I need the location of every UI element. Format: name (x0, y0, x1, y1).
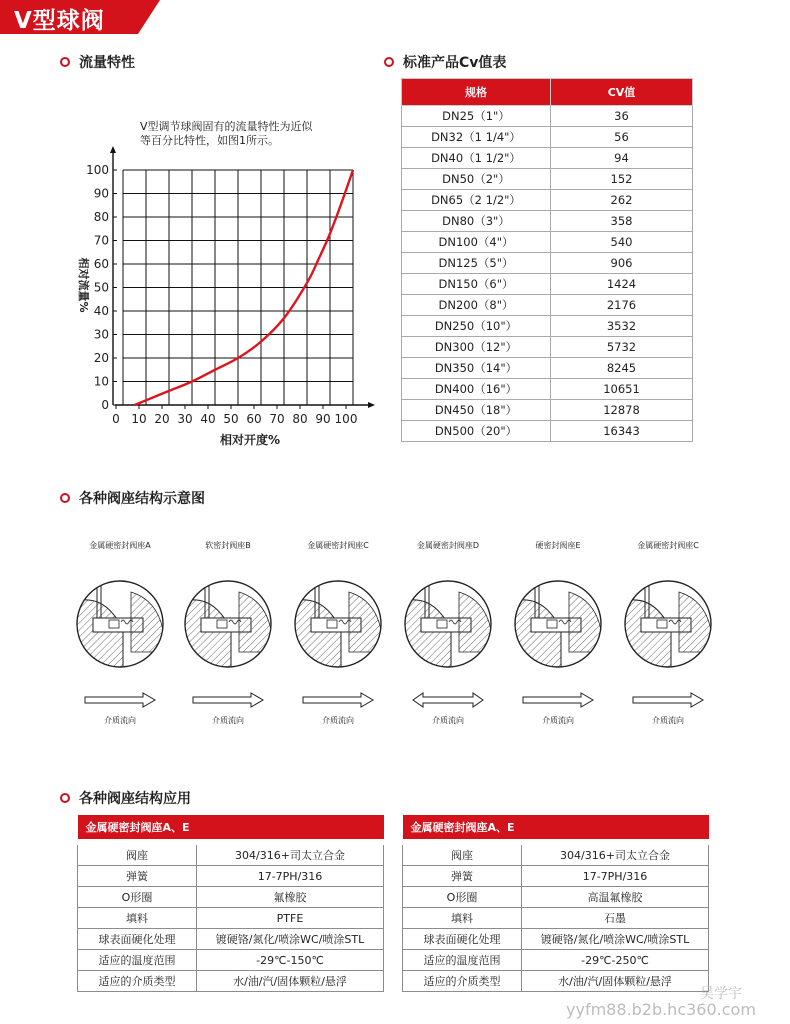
cv-cell-spec: DN150（6"） (402, 274, 551, 295)
app-cell-value: -29℃-250℃ (522, 950, 709, 971)
x-tick-label: 30 (177, 412, 193, 426)
seat-diagram (393, 540, 503, 730)
arrow-right-icon (173, 690, 283, 710)
cv-cell-value: 12878 (551, 400, 693, 421)
cv-table (401, 78, 693, 442)
cv-cell-value: 358 (551, 211, 693, 232)
cv-cell-value: 540 (551, 232, 693, 253)
cv-cell-value: 3532 (551, 316, 693, 337)
app-cell-property: O形圈 (403, 887, 522, 908)
bullet-icon (60, 57, 70, 67)
seat-diagram (613, 540, 723, 730)
cv-cell-spec: DN250（10"） (402, 316, 551, 337)
section-cv-title: 标准产品Cv值表 (384, 52, 506, 72)
chart-ticks (86, 163, 357, 426)
seat-section-drawing (393, 552, 503, 712)
cv-cell-spec: DN300（12"） (402, 337, 551, 358)
arrow-right-icon (613, 690, 723, 710)
app-cell-value: 17-7PH/316 (197, 866, 384, 887)
y-tick-label: 0 (101, 398, 109, 412)
table-row (402, 316, 693, 337)
seat-diagram (283, 540, 393, 730)
seat-section-drawing (283, 552, 393, 712)
cv-cell-value: 8245 (551, 358, 693, 379)
y-tick-label: 20 (93, 351, 109, 365)
app-cell-value: 304/316+司太立合金 (522, 842, 709, 866)
seat-label: 硬密封阀座E (535, 541, 581, 550)
seat-section-drawing (503, 552, 613, 712)
flow-direction-label: 介质流向 (542, 716, 574, 725)
table-row (402, 211, 693, 232)
app-table-title: 金属硬密封阀座A、E (403, 815, 709, 842)
cv-table-header-row (402, 79, 693, 106)
cv-cell-value: 10651 (551, 379, 693, 400)
table-row (402, 400, 693, 421)
table-row (403, 866, 709, 887)
y-axis-arrow-icon (110, 146, 116, 153)
app-cell-value: -29℃-150℃ (197, 950, 384, 971)
table-row (402, 421, 693, 442)
x-tick-label: 40 (200, 412, 216, 426)
table-row (402, 127, 693, 148)
app-cell-property: 填料 (403, 908, 522, 929)
y-tick-label: 90 (93, 186, 109, 201)
flow-direction-label: 介质流向 (652, 716, 684, 725)
app-cell-value: 氟橡胶 (197, 887, 384, 908)
y-tick-label: 100 (86, 163, 109, 177)
app-cell-value: 石墨 (522, 908, 709, 929)
arrow-right-icon (283, 690, 393, 710)
table-row (402, 190, 693, 211)
arrow-right-icon (65, 690, 175, 710)
table-row (402, 337, 693, 358)
seat-label: 金属硬密封阀座C (637, 541, 699, 550)
app-cell-property: 适应的温度范围 (78, 950, 197, 971)
cv-cell-spec: DN50（2"） (402, 169, 551, 190)
app-cell-value: 镀硬铬/氮化/喷涂WC/喷涂STL (197, 929, 384, 950)
cv-cell-spec: DN65（2 1/2"） (402, 190, 551, 211)
table-row (402, 253, 693, 274)
app-cell-value: 17-7PH/316 (522, 866, 709, 887)
x-axis-arrow-icon (368, 402, 375, 408)
table-row (78, 929, 384, 950)
page-title: V型球阀 (14, 8, 105, 34)
y-tick-label: 40 (93, 304, 109, 318)
app-cell-value: 高温氟橡胶 (522, 887, 709, 908)
table-row (402, 169, 693, 190)
seat-section-drawing (65, 552, 175, 712)
chart-annotation-line2: 等百分比特性，如图1所示。 (140, 134, 279, 147)
seat-application-table-1 (77, 815, 384, 992)
x-tick-label: 90 (315, 412, 331, 426)
seat-application-table-2 (402, 815, 709, 992)
bullet-icon (60, 793, 70, 803)
table-row (403, 842, 709, 866)
table-row (78, 842, 384, 866)
table-row (403, 950, 709, 971)
cv-cell-value: 56 (551, 127, 693, 148)
seat-diagram (173, 540, 283, 730)
cv-header-cv: CV值 (551, 79, 693, 106)
x-tick-label: 70 (269, 412, 285, 426)
table-row (78, 887, 384, 908)
x-tick-label: 10 (131, 412, 147, 426)
y-tick-label: 70 (93, 233, 109, 248)
app-cell-value: PTFE (197, 908, 384, 929)
app-cell-property: 适应的介质类型 (78, 971, 197, 992)
cv-header-spec: 规格 (402, 79, 551, 106)
seat-section-drawing (173, 552, 283, 712)
chart-axes (110, 146, 375, 408)
flow-direction-label: 介质流向 (322, 716, 354, 725)
watermark-url: yyfm88.b2b.hc360.com (566, 1000, 756, 1019)
table-row (78, 908, 384, 929)
seat-section-drawing (613, 552, 723, 712)
table-row (402, 232, 693, 253)
cv-cell-spec: DN32（1 1/4"） (402, 127, 551, 148)
x-tick-label: 80 (292, 412, 308, 426)
app-cell-property: 阀座 (78, 842, 197, 866)
cv-cell-value: 1424 (551, 274, 693, 295)
section-seat-diagrams-title: 各种阀座结构示意图 (60, 488, 205, 508)
cv-cell-spec: DN400（16"） (402, 379, 551, 400)
app-cell-property: O形圈 (78, 887, 197, 908)
app-cell-value: 304/316+司太立合金 (197, 842, 384, 866)
flow-direction-label: 介质流向 (104, 716, 136, 725)
flow-direction-label: 介质流向 (432, 716, 464, 725)
table-row (78, 950, 384, 971)
watermark-name: 吴学宇 (700, 986, 742, 1002)
y-tick-label: 50 (93, 280, 109, 295)
app-cell-value: 镀硬铬/氮化/喷涂WC/喷涂STL (522, 929, 709, 950)
cv-cell-spec: DN350（14"） (402, 358, 551, 379)
cv-cell-value: 906 (551, 253, 693, 274)
x-tick-label: 0 (112, 412, 120, 426)
cv-cell-spec: DN25（1"） (402, 106, 551, 127)
y-axis-label: 相对流量% (77, 257, 90, 313)
flow-direction-label: 介质流向 (212, 716, 244, 725)
cv-cell-value: 262 (551, 190, 693, 211)
x-tick-label: 50 (223, 412, 239, 426)
app-cell-property: 填料 (78, 908, 197, 929)
cv-cell-value: 2176 (551, 295, 693, 316)
y-tick-label: 30 (93, 327, 109, 342)
table-row (403, 887, 709, 908)
table-row (402, 274, 693, 295)
table-row (402, 358, 693, 379)
table-row (403, 908, 709, 929)
chart-annotation-line1: V型调节球阀固有的流量特性为近似 (140, 120, 313, 133)
y-tick-label: 80 (93, 210, 109, 224)
table-row (402, 148, 693, 169)
seat-label: 金属硬密封阀座C (307, 541, 369, 550)
table-row (78, 866, 384, 887)
bullet-icon (384, 57, 394, 67)
app-cell-property: 球表面硬化处理 (78, 929, 197, 950)
app-table-title: 金属硬密封阀座A、E (78, 815, 384, 842)
app-cell-property: 球表面硬化处理 (403, 929, 522, 950)
cv-cell-value: 152 (551, 169, 693, 190)
app-cell-property: 弹簧 (403, 866, 522, 887)
cv-cell-value: 5732 (551, 337, 693, 358)
section-seat-applications-title: 各种阀座结构应用 (60, 788, 191, 808)
y-tick-label: 10 (93, 374, 109, 389)
app-cell-property: 弹簧 (78, 866, 197, 887)
cv-cell-value: 16343 (551, 421, 693, 442)
seat-label: 金属硬密封阀座A (89, 541, 151, 550)
cv-cell-spec: DN450（18"） (402, 400, 551, 421)
app-cell-value: 水/油/汽/固体颗粒/悬浮 (522, 971, 709, 992)
table-row (403, 929, 709, 950)
cv-cell-value: 36 (551, 106, 693, 127)
table-row (403, 971, 709, 992)
y-tick-label: 60 (93, 257, 109, 271)
seat-diagram (503, 540, 613, 730)
cv-cell-spec: DN80（3"） (402, 211, 551, 232)
seat-label: 软密封阀座B (205, 541, 251, 550)
app-cell-property: 阀座 (403, 842, 522, 866)
table-row (402, 295, 693, 316)
table-row (402, 106, 693, 127)
cv-cell-spec: DN200（8"） (402, 295, 551, 316)
x-tick-label: 20 (154, 412, 170, 426)
cv-cell-spec: DN125（5"） (402, 253, 551, 274)
seat-label: 金属硬密封阀座D (416, 541, 480, 550)
app-cell-property: 适应的温度范围 (403, 950, 522, 971)
flow-chart (60, 110, 390, 460)
arrow-right-icon (503, 690, 613, 710)
chart-grid (123, 170, 353, 405)
seat-diagram (65, 540, 175, 730)
table-row (402, 379, 693, 400)
x-axis-label: 相对开度% (219, 433, 281, 447)
cv-cell-spec: DN40（1 1/2"） (402, 148, 551, 169)
bullet-icon (60, 493, 70, 503)
cv-cell-spec: DN500（20"） (402, 421, 551, 442)
app-cell-value: 水/油/汽/固体颗粒/悬浮 (197, 971, 384, 992)
section-flow-title: 流量特性 (60, 52, 135, 72)
cv-cell-spec: DN100（4"） (402, 232, 551, 253)
table-row (78, 971, 384, 992)
cv-cell-value: 94 (551, 148, 693, 169)
x-tick-label: 100 (334, 412, 358, 426)
double-arrow-icon (393, 690, 503, 710)
app-cell-property: 适应的介质类型 (403, 971, 522, 992)
x-tick-label: 60 (246, 412, 262, 426)
